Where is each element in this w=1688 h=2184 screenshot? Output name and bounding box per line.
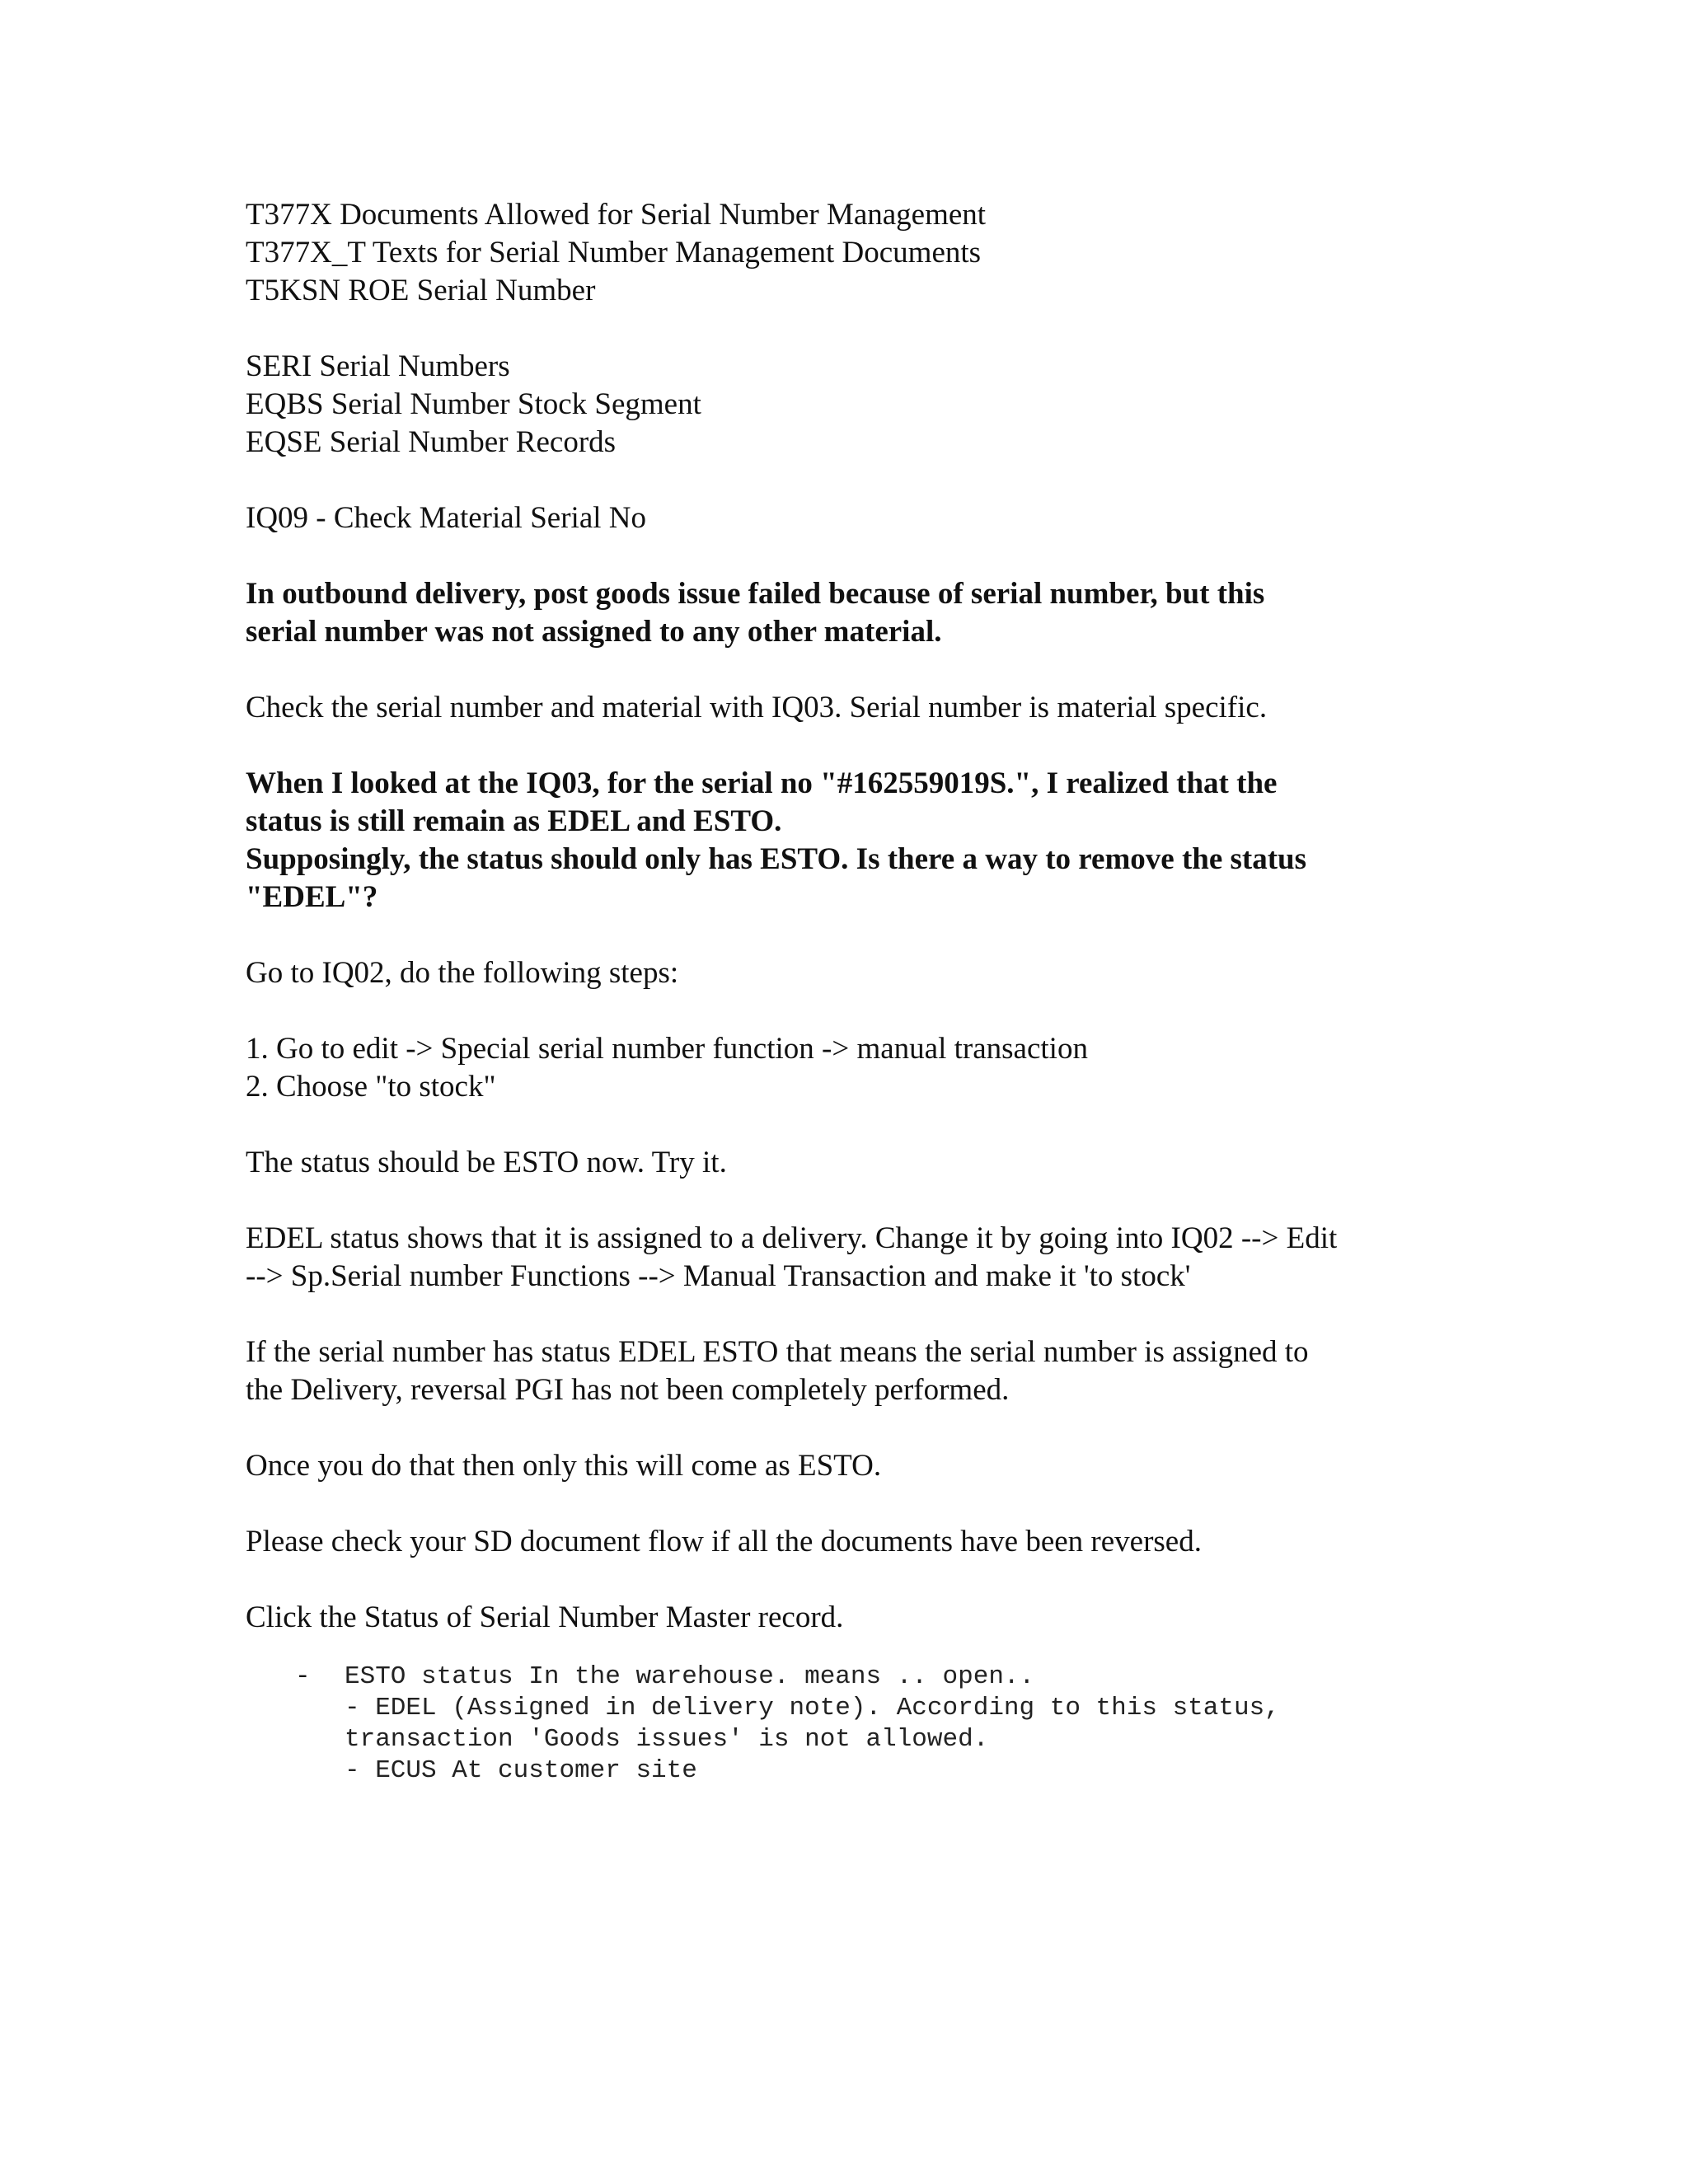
- serial-tables-block: [246, 348, 1449, 462]
- spacer: [246, 1106, 1449, 1144]
- text-line: T377X_T Texts for Serial Number Management Documents: [246, 236, 982, 269]
- status-list: [246, 1661, 1449, 1787]
- spacer: [246, 462, 1449, 499]
- question-line: serial number was not assigned to any other material.: [246, 615, 942, 649]
- answer-2-intro: Go to IQ02, do the following steps:: [246, 956, 679, 990]
- text-line: T5KSN ROE Serial Number: [246, 274, 596, 307]
- status-list-line: - EDEL (Assigned in delivery note). According to this status,: [345, 1694, 1280, 1722]
- text-line: T377X Documents Allowed for Serial Number Management: [246, 198, 987, 232]
- question-1: [246, 575, 1449, 651]
- click-paragraph: Click the Status of Serial Number Master record.: [246, 1601, 844, 1634]
- step-item: 2. Choose "to stock": [246, 1070, 496, 1104]
- spacer: [246, 916, 1449, 954]
- spacer: [246, 992, 1449, 1030]
- iq09-line: IQ09 - Check Material Serial No: [246, 501, 646, 535]
- paragraph-line: If the serial number has status EDEL ESTO that means the serial number is assigned to: [246, 1335, 1309, 1369]
- question-line: In outbound delivery, post goods issue failed because of serial number, but this: [246, 577, 1265, 611]
- steps-list: [246, 1030, 1449, 1106]
- question-2: [246, 765, 1449, 916]
- status-list-line: - ECUS At customer site: [345, 1756, 697, 1785]
- answer-1: Check the serial number and material with IQ03. Serial number is material specific.: [246, 691, 1268, 724]
- spacer: [246, 651, 1449, 689]
- question-line: Supposingly, the status should only has ESTO. Is there a way to remove the status: [246, 842, 1307, 876]
- list-bullet: -: [295, 1662, 311, 1691]
- question-line: status is still remain as EDEL and ESTO.: [246, 804, 782, 838]
- document-page: [246, 196, 1449, 1787]
- status-list-line: transaction 'Goods issues' is not allowed.: [345, 1725, 989, 1754]
- edel-esto-paragraph: [246, 1333, 1449, 1409]
- tables-block: [246, 196, 1449, 310]
- sd-paragraph: Please check your SD document flow if all the documents have been reversed.: [246, 1525, 1202, 1558]
- step-item: 1. Go to edit -> Special serial number function -> manual transaction: [246, 1032, 1088, 1066]
- text-line: EQSE Serial Number Records: [246, 425, 617, 459]
- paragraph-line: --> Sp.Serial number Functions --> Manual Transaction and make it 'to stock': [246, 1259, 1191, 1293]
- question-line: "EDEL"?: [246, 880, 378, 914]
- spacer: [246, 537, 1449, 575]
- spacer: [246, 1409, 1449, 1447]
- spacer: [246, 310, 1449, 348]
- text-line: EQBS Serial Number Stock Segment: [246, 387, 701, 421]
- status-list-line: ESTO status In the warehouse. means .. open..: [345, 1662, 1035, 1691]
- spacer: [246, 1296, 1449, 1333]
- paragraph-line: the Delivery, reversal PGI has not been completely performed.: [246, 1373, 1010, 1407]
- spacer: [246, 1182, 1449, 1220]
- status-now: The status should be ESTO now. Try it.: [246, 1146, 727, 1179]
- question-line: When I looked at the IQ03, for the serial no "#162559019S.", I realized that the: [246, 766, 1278, 800]
- text-line: SERI Serial Numbers: [246, 349, 510, 383]
- spacer: [246, 1485, 1449, 1523]
- paragraph-line: EDEL status shows that it is assigned to a delivery. Change it by going into IQ02 --> Edit: [246, 1221, 1338, 1255]
- spacer: [246, 727, 1449, 765]
- edel-paragraph: [246, 1220, 1449, 1296]
- spacer: [246, 1561, 1449, 1599]
- once-paragraph: Once you do that then only this will come as ESTO.: [246, 1449, 882, 1483]
